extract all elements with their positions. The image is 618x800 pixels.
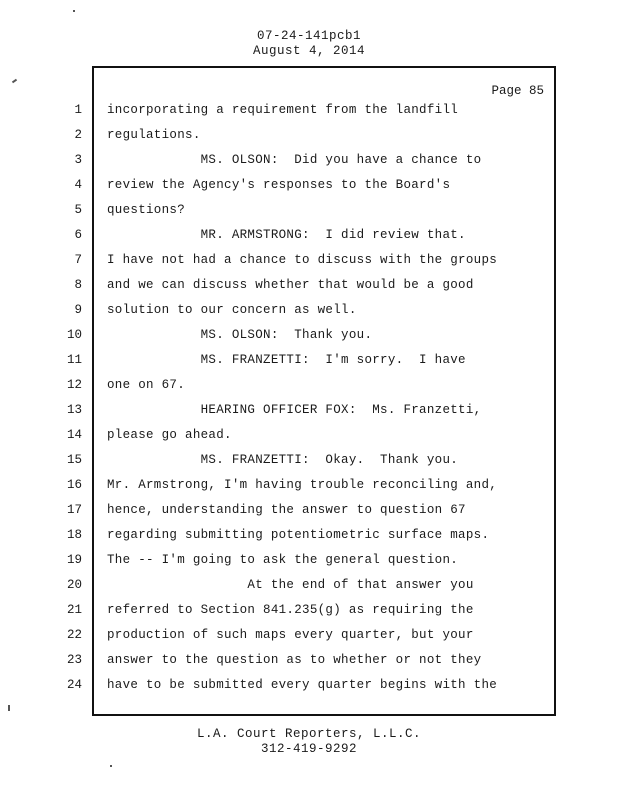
line-text: regulations. [107,128,201,142]
line-text: review the Agency's responses to the Board's [107,178,451,192]
line-text: MS. FRANZETTI: Okay. Thank you. [107,453,459,467]
line-text: referred to Section 841.235(g) as requiring the [107,603,474,617]
scan-speck [8,705,10,711]
line-number: 6 [74,228,82,242]
scan-speck [73,10,75,12]
line-number: 7 [74,253,82,267]
line-number: 11 [66,353,82,367]
line-number: 10 [66,328,82,342]
line-number: 14 [66,428,82,442]
line-number: 18 [66,528,82,542]
page-number: Page 85 [491,84,544,98]
line-text: The -- I'm going to ask the general question. [107,553,459,567]
line-text: please go ahead. [107,428,232,442]
line-number: 19 [66,553,82,567]
line-text: answer to the question as to whether or not they [107,653,482,667]
scan-speck [12,79,17,84]
line-number: 22 [66,628,82,642]
line-number: 8 [74,278,82,292]
transcript-date: August 4, 2014 [252,44,366,58]
line-text: production of such maps every quarter, but your [107,628,474,642]
line-number: 20 [66,578,82,592]
line-text: I have not had a chance to discuss with the groups [107,253,498,267]
line-text: hence, understanding the answer to question 67 [107,503,466,517]
line-text: questions? [107,203,186,217]
line-text: MR. ARMSTRONG: I did review that. [107,228,466,242]
line-text: incorporating a requirement from the landfill [107,103,459,117]
line-text: have to be submitted every quarter begins with the [107,678,498,692]
line-number: 9 [74,303,82,317]
line-number: 13 [66,403,82,417]
line-number: 3 [74,153,82,167]
line-text: MS. OLSON: Did you have a chance to [107,153,482,167]
line-number: 2 [74,128,82,142]
line-text: MS. OLSON: Thank you. [107,328,373,342]
line-text: solution to our concern as well. [107,303,357,317]
line-text: Mr. Armstrong, I'm having trouble reconciling and, [107,478,498,492]
transcript-code: 07-24-141pcb1 [256,29,362,43]
line-text: At the end of that answer you [107,578,474,592]
line-number: 16 [66,478,82,492]
line-text: HEARING OFFICER FOX: Ms. Franzetti, [107,403,482,417]
line-number: 17 [66,503,82,517]
line-number: 21 [66,603,82,617]
line-number: 23 [66,653,82,667]
line-number: 15 [66,453,82,467]
reporter-company: L.A. Court Reporters, L.L.C. [196,727,422,741]
line-text: MS. FRANZETTI: I'm sorry. I have [107,353,466,367]
line-number: 1 [74,103,82,117]
line-text: one on 67. [107,378,186,392]
line-number: 12 [66,378,82,392]
line-text: regarding submitting potentiometric surface maps. [107,528,490,542]
line-number: 24 [66,678,82,692]
line-text: and we can discuss whether that would be a good [107,278,474,292]
line-number: 4 [74,178,82,192]
reporter-phone: 312-419-9292 [260,742,357,756]
line-number: 5 [74,203,82,217]
scan-speck [110,765,112,767]
